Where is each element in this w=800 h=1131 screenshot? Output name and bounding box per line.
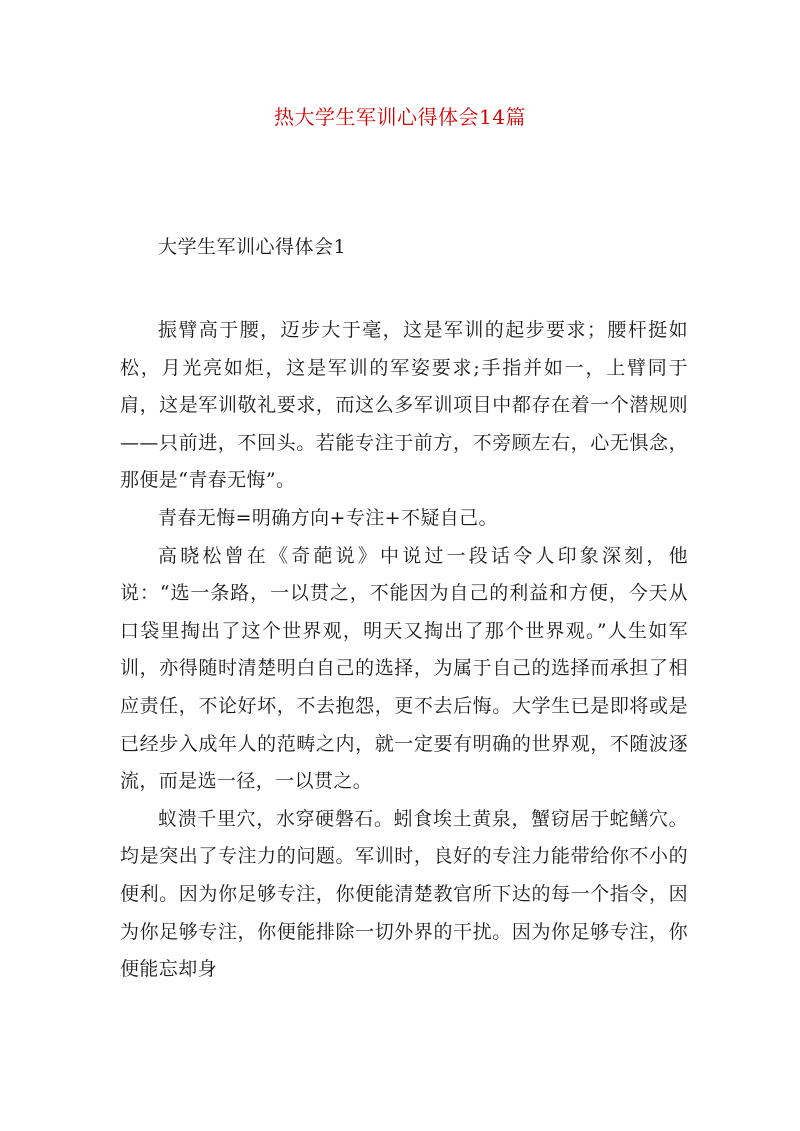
document-title: 热大学生军训心得体会14篇 [274,105,526,129]
section-heading: 大学生军训心得体会1 [158,236,347,258]
document-body [120,312,688,989]
paragraph: 高晓松曾在《奇葩说》中说过一段话令人印象深刻，他说：“选一条路，一以贯之，不能因为自己的利益和方便，今天从口袋里掏出了这个世界观，明天又掏出了那个世界观。”人生如军训，亦得随时清楚明白自己的选择，为属于自己的选择而承担了相应责任，不论好坏，不去抱怨，更不去后悔。大学生已是即将或是已经步入成年人的范畴之内，就一定要有明确的世界观，不随波逐流，而是选一径，一以贯之。 [120,544,688,793]
paragraph: 青春无悔=明确方向+专注+不疑自己。 [158,506,498,529]
paragraph: 蚁溃千里穴，水穿硬磐石。蚓食埃土黄泉，蟹窃居于蛇鳝穴。均是突出了专注力的问题。军训时，良好的专注力能带给你不小的便利。因为你足够专注，你便能清楚教官所下达的每一个指令，因为你足够专注，你便能排除一切外界的干扰。因为你足够专注，你便能忘却身 [120,807,688,981]
paragraph: 振臂高于腰，迈步大于毫，这是军训的起步要求；腰杆挺如松，月光亮如炬，这是军训的军姿要求;手指并如一，上臂同于肩，这是军训敬礼要求，而这么多军训项目中都存在着一个潜规则——只前进，不回头。若能专注于前方，不旁顾左右，心无惧念，那便是“青春无悔”。 [120,319,688,492]
